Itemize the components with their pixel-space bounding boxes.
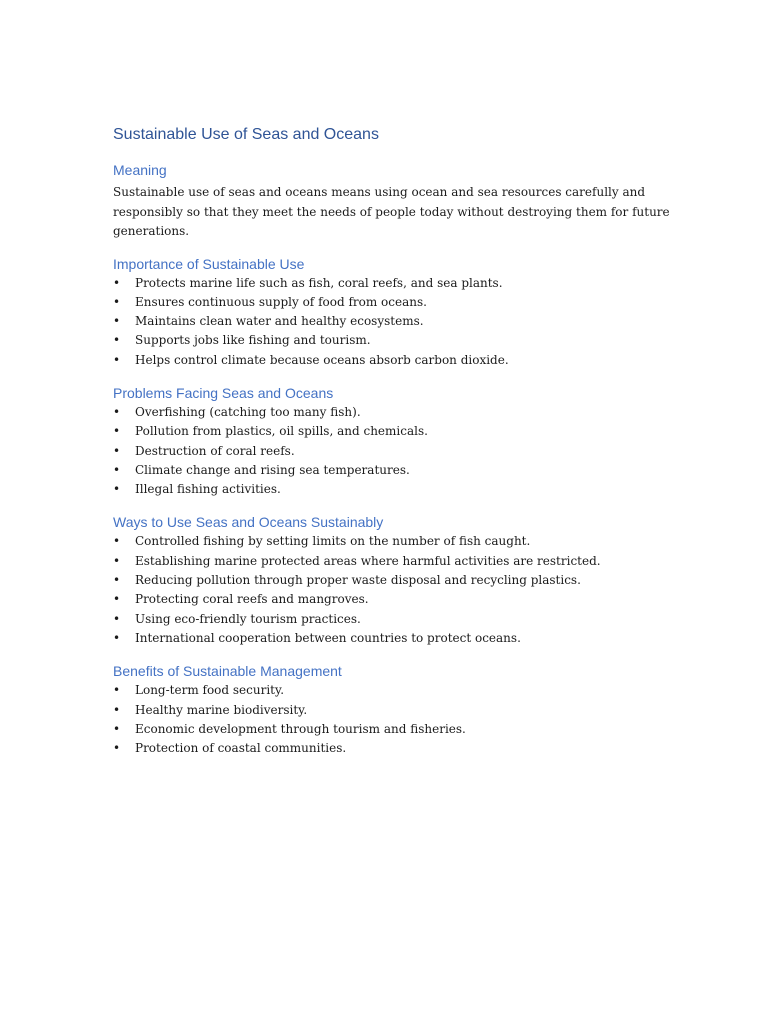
bullet-icon: • (113, 294, 121, 309)
list-item (113, 552, 673, 571)
list-item-text: Ensures continuous supply of food from oceans. (135, 294, 427, 309)
section-heading: Meaning (113, 162, 167, 178)
bullet-icon: • (113, 741, 121, 756)
list-item-text: Establishing marine protected areas where harmful activities are restricted. (135, 553, 601, 568)
bullet-icon: • (113, 352, 121, 367)
bullet-icon: • (113, 592, 121, 607)
bullet-list (113, 532, 673, 648)
list-item (113, 422, 673, 441)
bullet-icon: • (113, 333, 121, 348)
list-item-text: Long-term food security. (135, 683, 285, 698)
bullet-icon: • (113, 573, 121, 588)
bullet-list (113, 681, 673, 758)
section-paragraph: Sustainable use of seas and oceans means using ocean and sea resources carefully and responsibly so that they meet the needs of people today without destroying them for future generations. (113, 185, 670, 238)
list-item (113, 293, 673, 312)
list-item (113, 312, 673, 331)
list-item (113, 532, 673, 551)
list-item (113, 274, 673, 293)
section-heading: Problems Facing Seas and Oceans (113, 384, 334, 401)
section-importance (113, 254, 673, 370)
section-heading: Importance of Sustainable Use (113, 255, 305, 272)
list-item-text: Controlled fishing by setting limits on the number of fish caught. (135, 534, 531, 549)
list-item (113, 739, 673, 758)
list-item-text: Using eco-friendly tourism practices. (135, 611, 361, 626)
list-item-text: Maintains clean water and healthy ecosystems. (135, 314, 424, 329)
section-benefits (113, 661, 673, 758)
list-item (113, 403, 673, 422)
bullet-icon: • (113, 534, 121, 549)
list-item (113, 629, 673, 648)
bullet-icon: • (113, 443, 121, 458)
section-heading: Benefits of Sustainable Management (113, 663, 342, 680)
list-item-text: Climate change and rising sea temperatures. (135, 462, 410, 477)
bullet-icon: • (113, 683, 121, 698)
list-item-text: International cooperation between countries to protect oceans. (135, 630, 521, 645)
bullet-icon: • (113, 721, 121, 736)
list-item (113, 571, 673, 590)
section-ways (113, 512, 673, 648)
list-item (113, 331, 673, 350)
bullet-icon: • (113, 424, 121, 439)
list-item (113, 720, 673, 739)
section-problems (113, 383, 673, 499)
bullet-icon: • (113, 482, 121, 497)
document-page (113, 124, 673, 758)
list-item (113, 351, 673, 370)
list-item (113, 701, 673, 720)
list-item-text: Reducing pollution through proper waste disposal and recycling plastics. (135, 573, 581, 588)
list-item (113, 681, 673, 700)
section-heading: Ways to Use Seas and Oceans Sustainably (113, 514, 384, 531)
list-item-text: Overfishing (catching too many fish). (135, 404, 361, 419)
section-meaning (113, 160, 673, 242)
list-item-text: Supports jobs like fishing and tourism. (135, 333, 371, 348)
list-item-text: Healthy marine biodiversity. (135, 702, 308, 717)
list-item-text: Economic development through tourism and fisheries. (135, 721, 466, 736)
list-item-text: Helps control climate because oceans absorb carbon dioxide. (135, 352, 509, 367)
list-item-text: Protects marine life such as fish, coral reefs, and sea plants. (135, 275, 503, 290)
bullet-icon: • (113, 314, 121, 329)
bullet-list (113, 403, 673, 499)
bullet-icon: • (113, 553, 121, 568)
document-title: Sustainable Use of Seas and Oceans (113, 126, 379, 143)
bullet-icon: • (113, 630, 121, 645)
list-item-text: Illegal fishing activities. (135, 482, 281, 497)
list-item-text: Pollution from plastics, oil spills, and chemicals. (135, 424, 428, 439)
list-item-text: Protection of coastal communities. (135, 741, 347, 756)
list-item-text: Destruction of coral reefs. (135, 443, 295, 458)
list-item (113, 480, 673, 499)
bullet-icon: • (113, 275, 121, 290)
list-item (113, 590, 673, 609)
bullet-icon: • (113, 462, 121, 477)
list-item-text: Protecting coral reefs and mangroves. (135, 592, 369, 607)
bullet-icon: • (113, 404, 121, 419)
bullet-icon: • (113, 611, 121, 626)
list-item (113, 442, 673, 461)
bullet-icon: • (113, 702, 121, 717)
list-item (113, 461, 673, 480)
list-item (113, 610, 673, 629)
bullet-list (113, 274, 673, 370)
